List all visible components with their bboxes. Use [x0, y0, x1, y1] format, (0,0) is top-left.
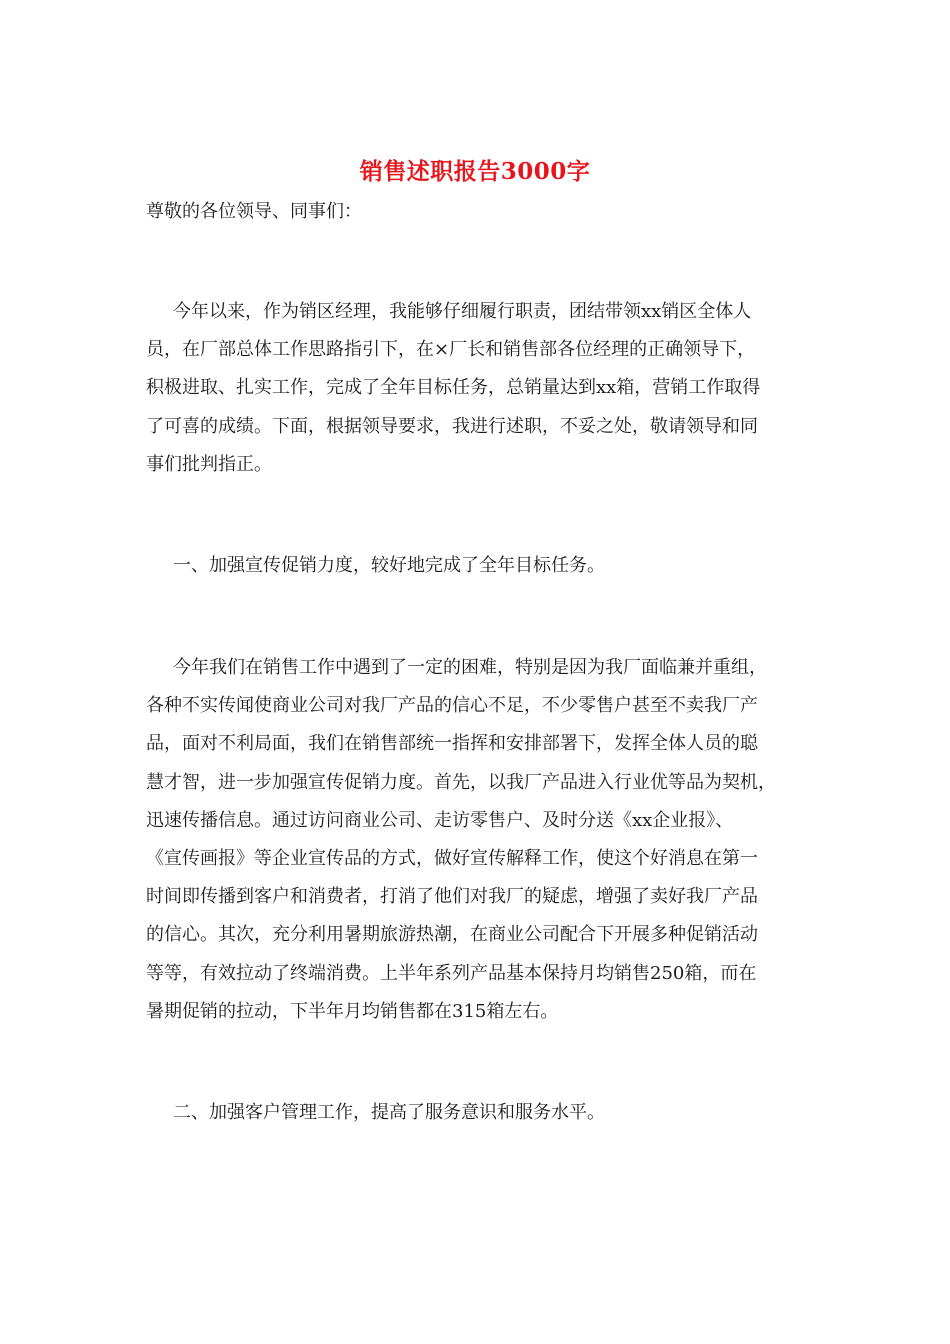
- paragraph-line: 慧才智，进一步加强宣传促销力度。首先，以我厂产品进入行业优等品为契机，: [146, 771, 776, 793]
- salutation: [146, 193, 362, 231]
- paragraph-line: 各种不实传闻使商业公司对我厂产品的信心不足，不少零售户甚至不卖我厂产: [146, 695, 758, 717]
- paragraph-line: 等等，有效拉动了终端消费。上半年系列产品基本保持月均销售250箱，而在: [146, 962, 757, 984]
- salutation-line: 尊敬的各位领导、同事们：: [146, 201, 362, 222]
- paragraph-line: 迅速传播信息。通过访问商业公司、走访零售户、及时分送《xx企业报》、: [146, 809, 734, 831]
- paragraph-line: 事们批判指正。: [146, 453, 272, 475]
- section-heading-2: [146, 1094, 605, 1132]
- paragraph-line: 今年以来，作为销区经理，我能够仔细履行职责，团结带领xx销区全体人: [173, 301, 752, 322]
- paragraph-intro: [146, 293, 760, 484]
- paragraph-line: 今年我们在销售工作中遇到了一定的困难，特别是因为我厂面临兼并重组，: [173, 657, 767, 678]
- paragraph-section-1: [146, 649, 776, 1031]
- document-title: 销售述职报告3000字: [359, 158, 591, 185]
- paragraph-line: 员，在厂部总体工作思路指引下，在×厂长和销售部各位经理的正确领导下，: [146, 339, 756, 361]
- section-heading-1: [146, 547, 605, 585]
- paragraph-line: 《宣传画报》等企业宣传品的方式，做好宣传解释工作，使这个好消息在第一: [146, 847, 758, 869]
- paragraph-line: 品，面对不利局面，我们在销售部统一指挥和安排部署下，发挥全体人员的聪: [146, 733, 758, 755]
- section-heading-line: 一、加强宣传促销力度，较好地完成了全年目标任务。: [173, 555, 605, 576]
- paragraph-line: 积极进取、扎实工作，完成了全年目标任务，总销量达到xx箱，营销工作取得: [146, 377, 761, 399]
- paragraph-line: 了可喜的成绩。下面，根据领导要求，我进行述职，不妥之处，敬请领导和同: [146, 415, 758, 437]
- paragraph-line: 时间即传播到客户和消费者，打消了他们对我厂的疑虑，增强了卖好我厂产品: [146, 886, 758, 908]
- section-heading-line: 二、加强客户管理工作，提高了服务意识和服务水平。: [173, 1102, 605, 1123]
- paragraph-line: 的信心。其次，充分利用暑期旅游热潮，在商业公司配合下开展多种促销活动: [146, 924, 758, 946]
- paragraph-line: 暑期促销的拉动，下半年月均销售都在315箱左右。: [146, 1000, 559, 1022]
